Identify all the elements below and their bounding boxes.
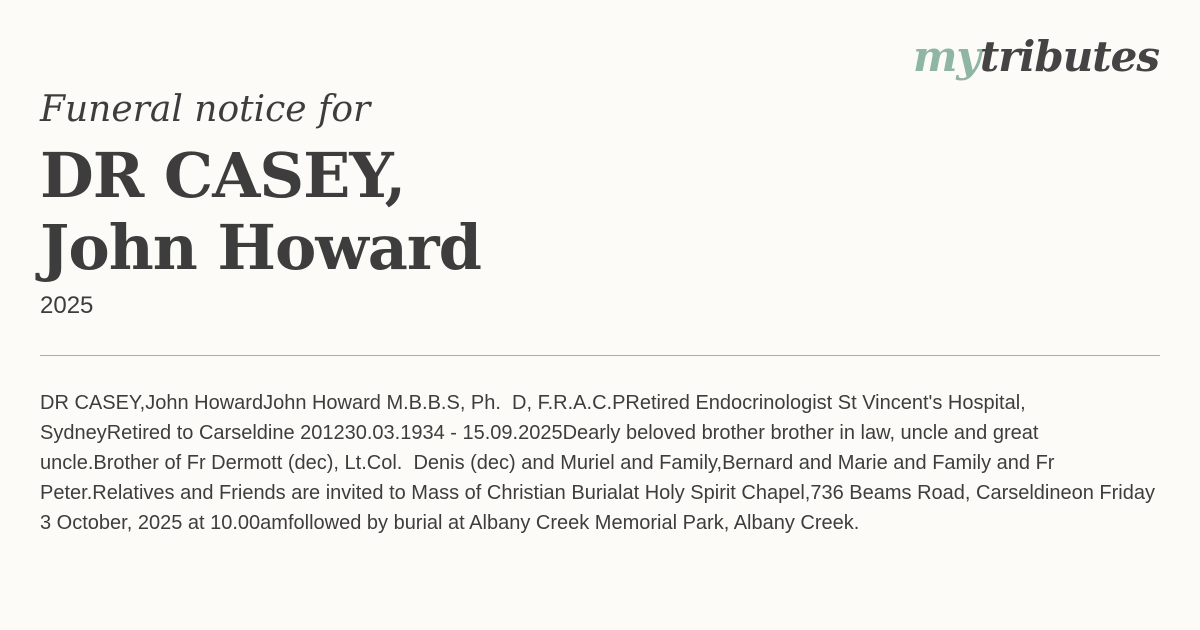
logo-part-my: my [912, 32, 980, 81]
notice-year: 2025 [40, 292, 94, 319]
divider [40, 355, 1160, 356]
logo-part-tributes: tributes [979, 32, 1159, 81]
deceased-name [40, 140, 481, 284]
mytributes-logo[interactable] [912, 32, 1159, 81]
notice-prefix: Funeral notice for [40, 89, 371, 130]
deceased-surname: DR CASEY, [40, 139, 406, 212]
notice-body: DR CASEY,John HowardJohn Howard M.B.B.S, Ph. D, F.R.A.C.PRetired Endocrinologist St Vincent's Hospital, SydneyRetired to Carseldine 201230.03.1934 - 15.09.2025Dearly beloved brother brother in law, uncle and great uncle.Brother of Fr Dermott (dec), Lt.Col. Denis (dec) and Muriel and Family,Bernard and Marie and Family and Fr Peter.Relatives and Friends are invited to Mass of Christian Burialat Holy Spirit Chapel,736 Beams Road, Carseldineon Friday 3 October, 2025 at 10.00amfollowed by burial at Albany Creek Memorial Park, Albany Creek. [40, 392, 1161, 534]
deceased-given-names: John Howard [40, 211, 481, 284]
